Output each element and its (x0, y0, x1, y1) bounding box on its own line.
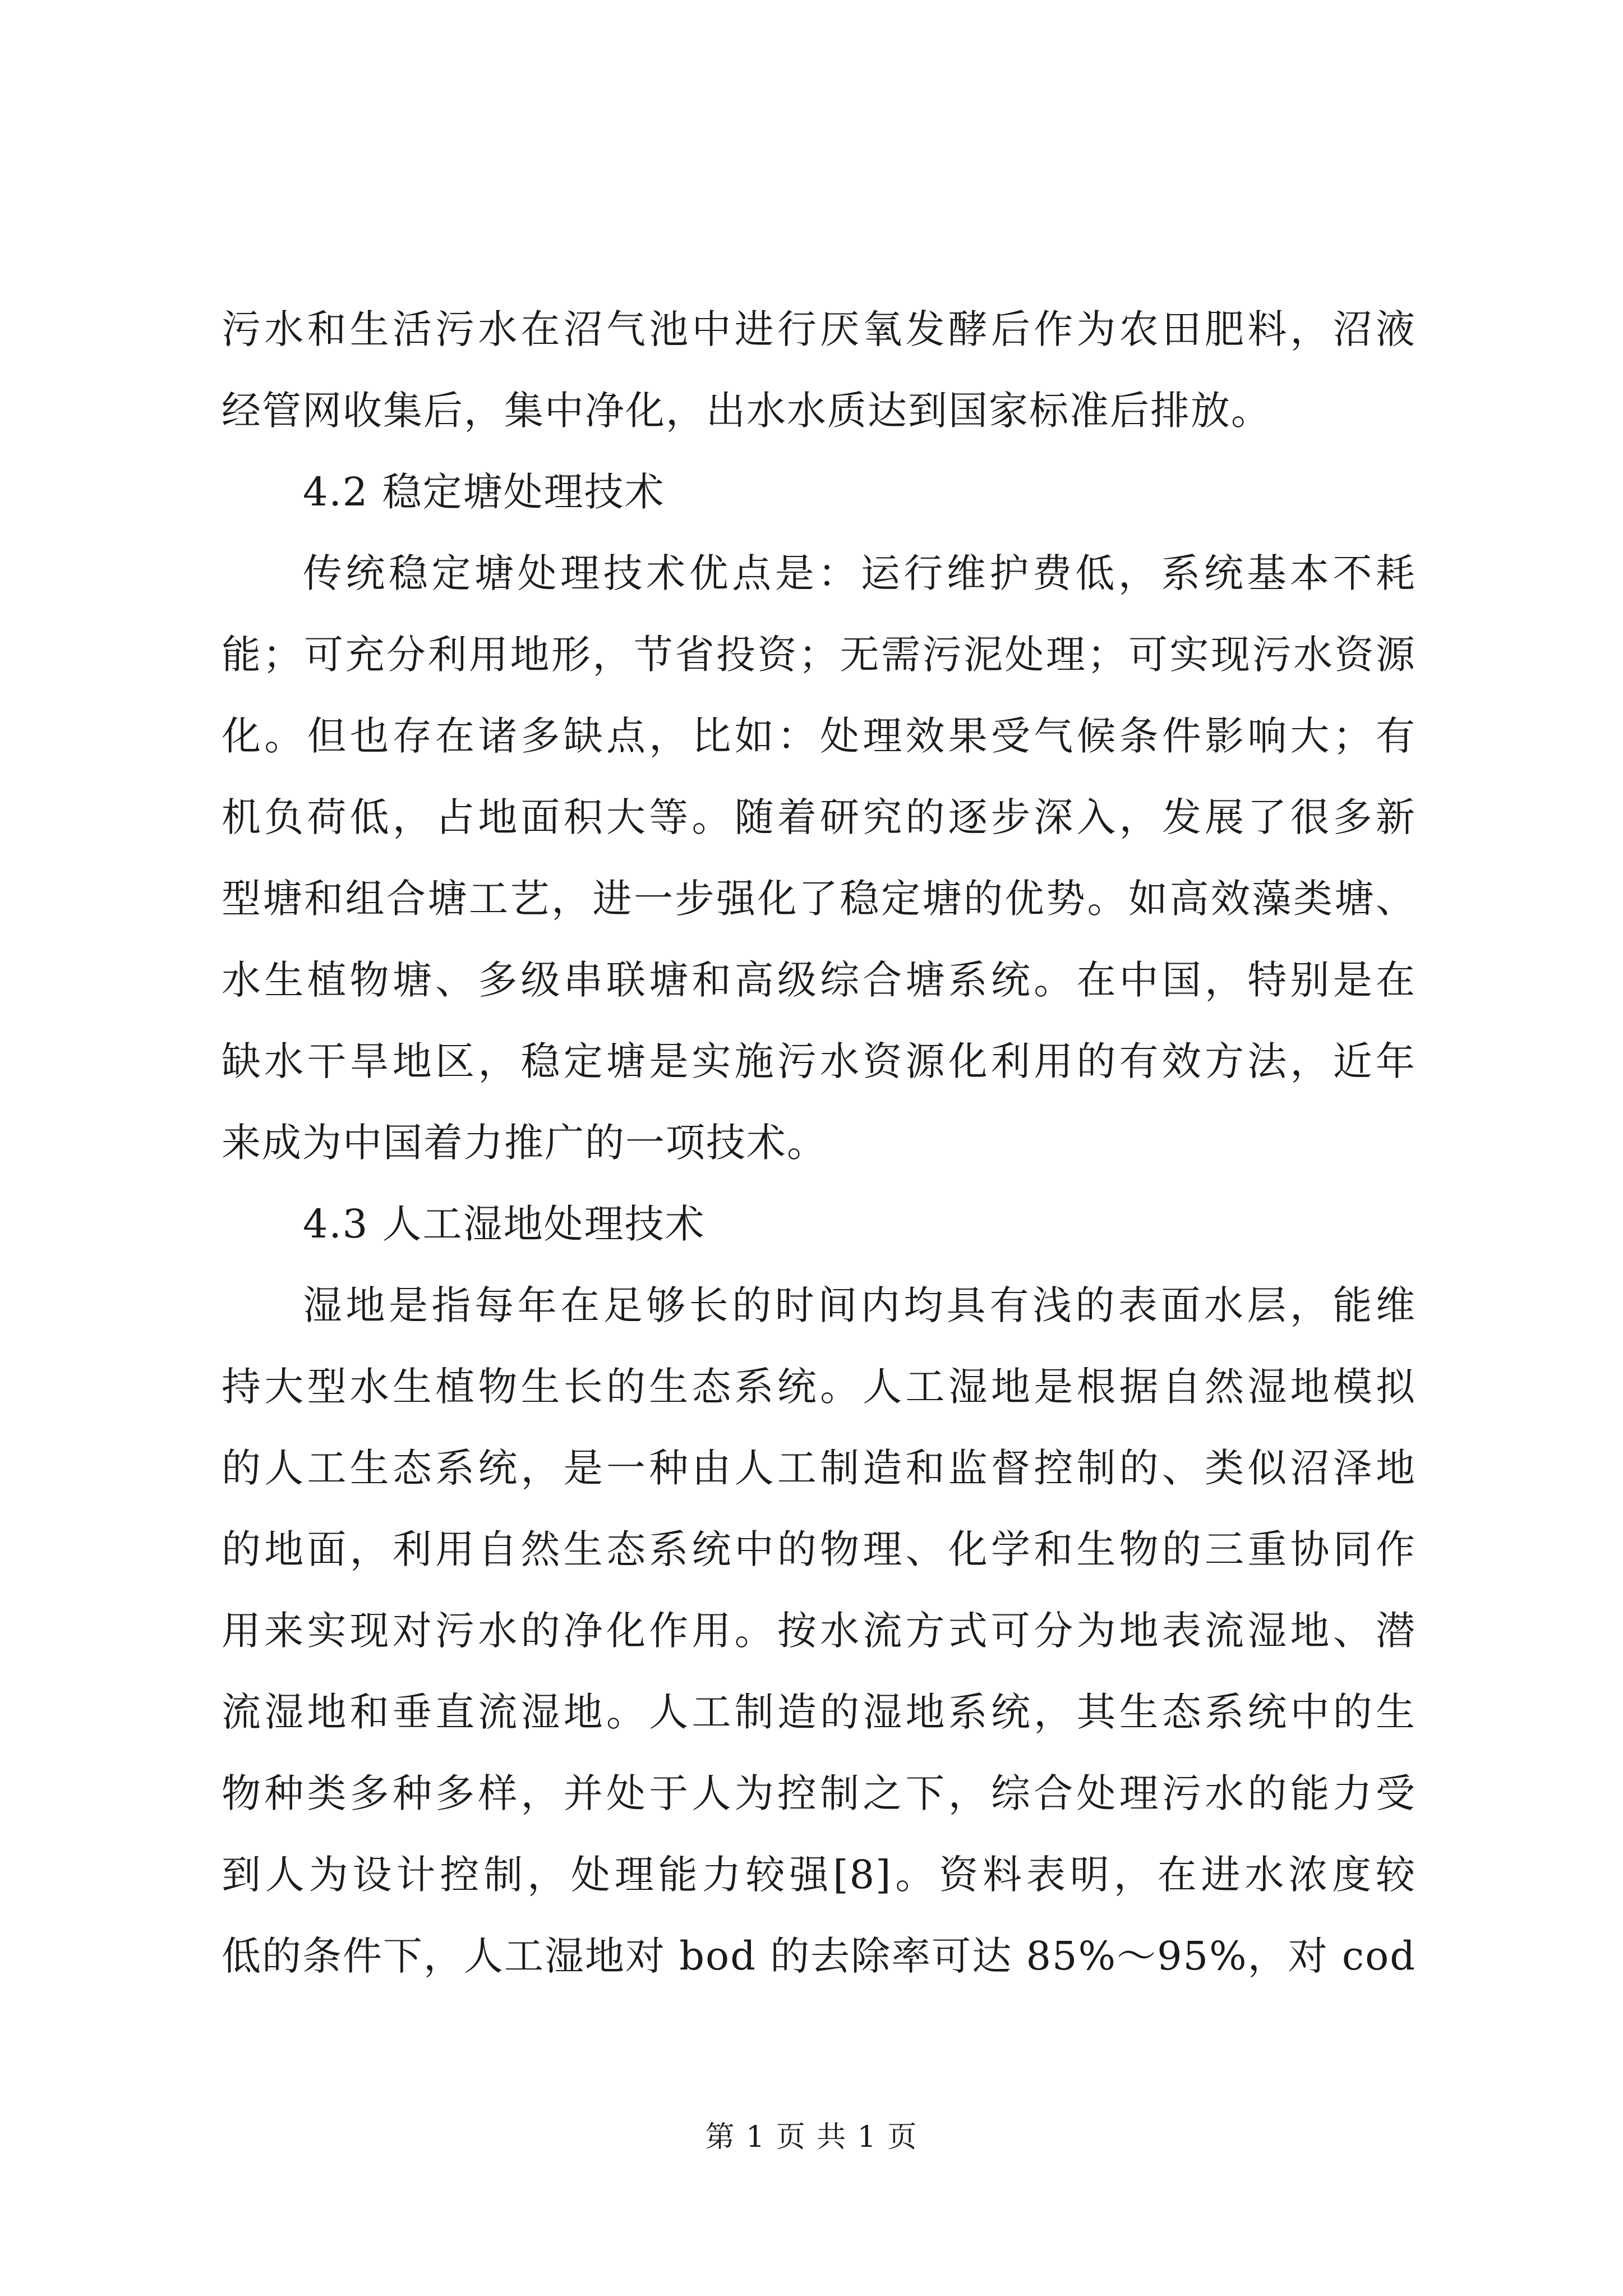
text-line: 污水和生活污水在沼气池中进行厌氧发酵后作为农田肥料，沼液 (222, 306, 1416, 352)
text-line: 传统稳定塘处理技术优点是：运行维护费低，系统基本不耗 (303, 550, 1416, 596)
text-line: 低的条件下，人工湿地对 bod 的去除率可达 85%～95%，对 cod (222, 1933, 1417, 1979)
text-line: 物种类多种多样，并处于人为控制之下，综合处理污水的能力受 (222, 1770, 1416, 1816)
document-body (222, 289, 1416, 1997)
text-line: 缺水干旱地区，稳定塘是实施污水资源化利用的有效方法，近年 (222, 1038, 1416, 1084)
text-line: 型塘和组合塘工艺，进一步强化了稳定塘的优势。如高效藻类塘、 (222, 876, 1416, 922)
section-heading-4-3: 4.3 人工湿地处理技术 (303, 1201, 706, 1247)
text-line: 流湿地和垂直流湿地。人工制造的湿地系统，其生态系统中的生 (222, 1689, 1416, 1735)
text-line: 的地面，利用自然生态系统中的物理、化学和生物的三重协同作 (222, 1526, 1416, 1572)
text-line: 水生植物塘、多级串联塘和高级综合塘系统。在中国，特别是在 (222, 957, 1416, 1003)
text-line: 化。但也存在诸多缺点，比如：处理效果受气候条件影响大；有 (222, 713, 1416, 759)
text-line: 用来实现对污水的净化作用。按水流方式可分为地表流湿地、潜 (222, 1608, 1416, 1654)
section-heading-4-2: 4.2 稳定塘处理技术 (303, 469, 665, 515)
text-line: 的人工生态系统，是一种由人工制造和监督控制的、类似沼泽地 (222, 1445, 1416, 1491)
text-line: 到人为设计控制，处理能力较强[8]。资料表明，在进水浓度较 (222, 1852, 1416, 1898)
text-line: 经管网收集后，集中净化，出水水质达到国家标准后排放。 (222, 388, 1271, 434)
text-line: 湿地是指每年在足够长的时间内均具有浅的表面水层，能维 (303, 1282, 1416, 1328)
text-line: 持大型水生植物生长的生态系统。人工湿地是根据自然湿地模拟 (222, 1364, 1416, 1410)
page-footer: 第 1 页 共 1 页 (705, 2120, 918, 2154)
text-line: 能；可充分利用地形，节省投资；无需污泥处理；可实现污水资源 (222, 632, 1416, 678)
text-line: 机负荷低，占地面积大等。随着研究的逐步深入，发展了很多新 (222, 794, 1416, 840)
text-line: 来成为中国着力推广的一项技术。 (222, 1120, 827, 1166)
